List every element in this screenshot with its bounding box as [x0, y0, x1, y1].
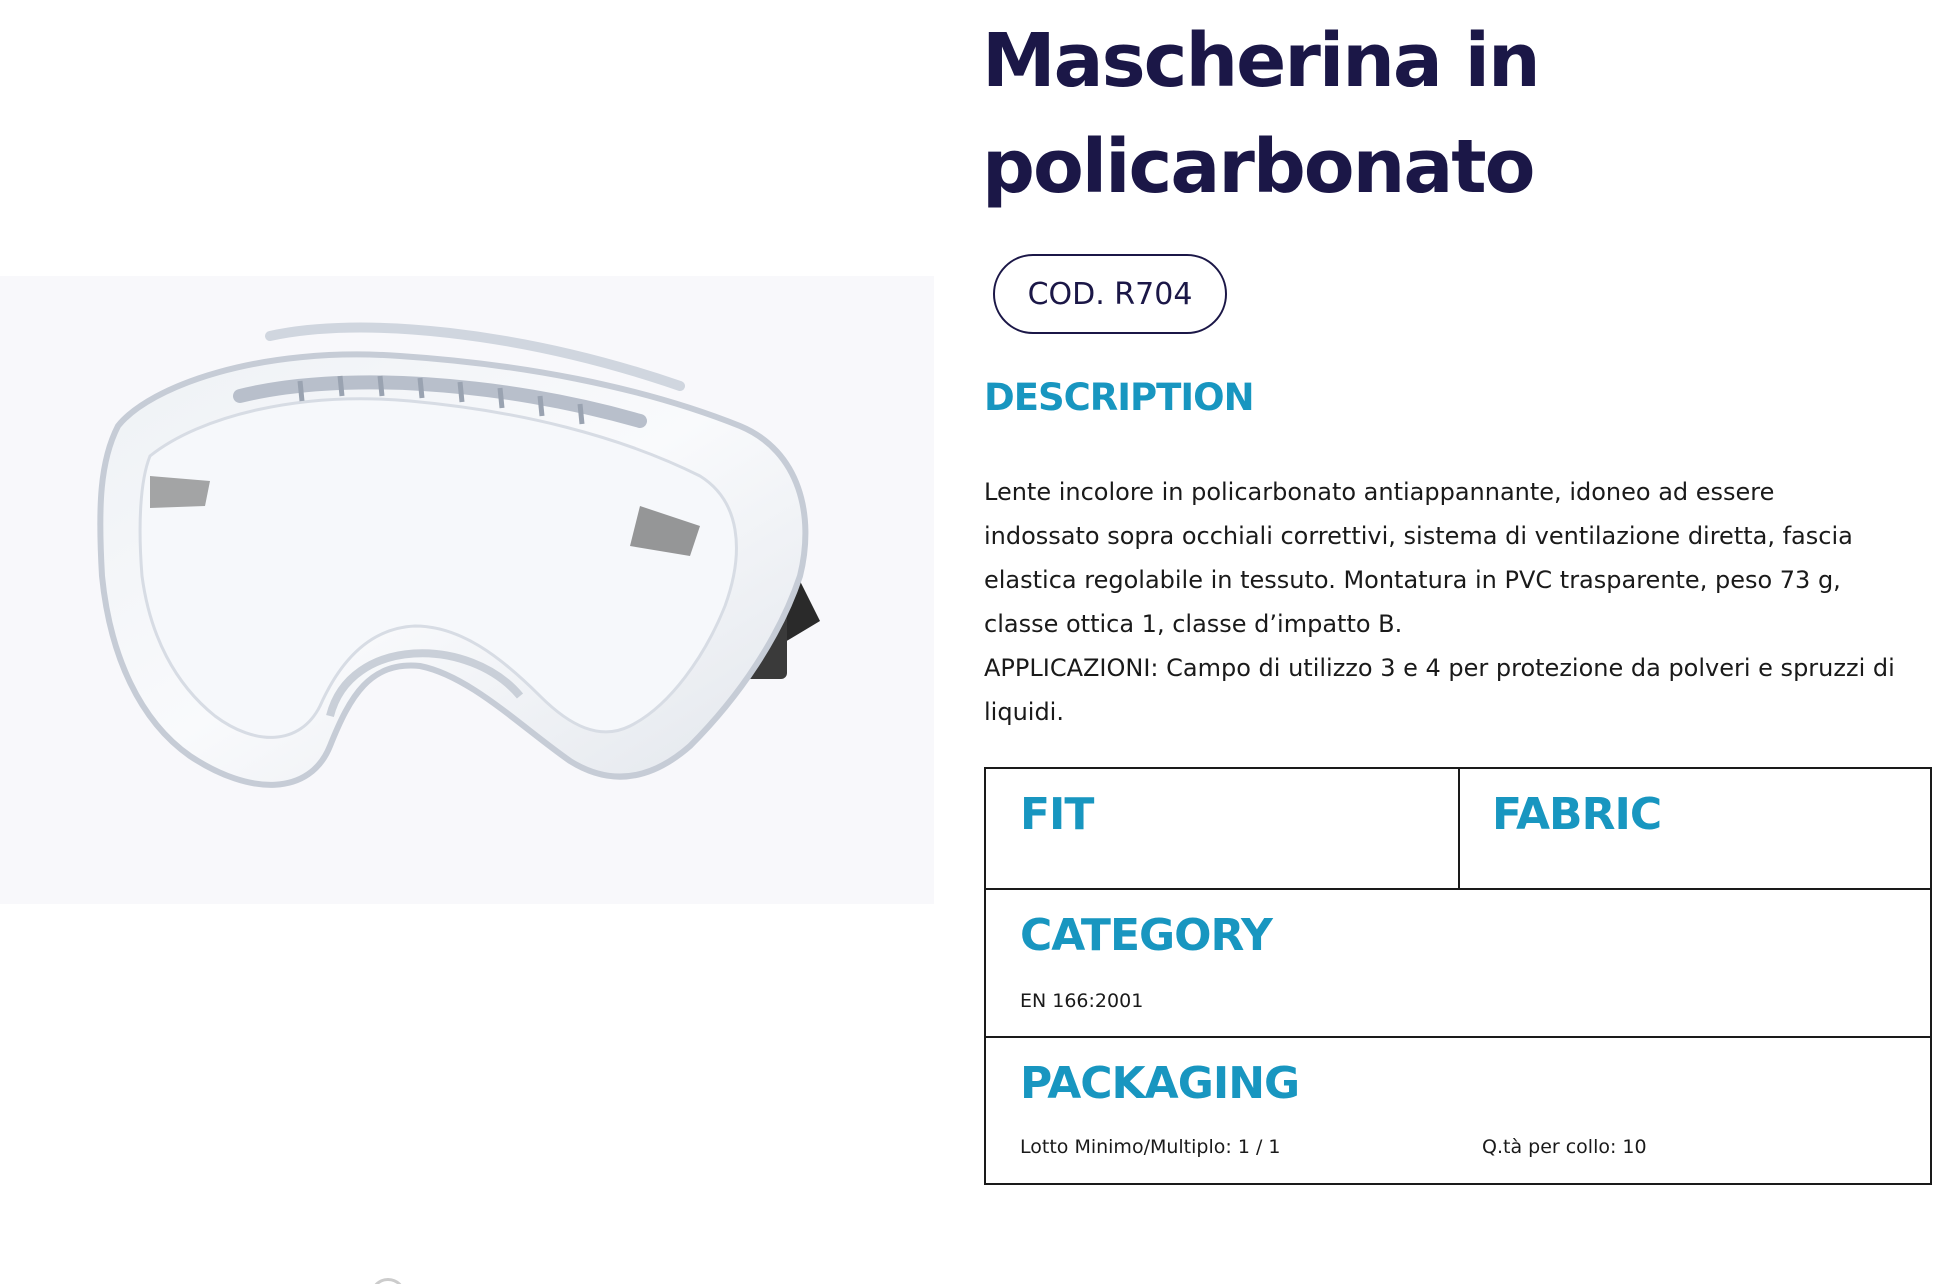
fabric-heading: FABRIC	[1492, 789, 1662, 840]
packaging-qty: Q.tà per collo: 10	[1482, 1136, 1647, 1158]
spec-row-packaging	[986, 1038, 1930, 1183]
packaging-min-lot: Lotto Minimo/Multiplo: 1 / 1	[1020, 1136, 1281, 1158]
product-code-badge: COD. R704	[993, 254, 1227, 334]
inner-strap-left	[150, 476, 210, 508]
product-title-line2: policarbonato	[982, 124, 1534, 210]
description-line: classe ottica 1, classe d’impatto B.	[984, 610, 1403, 638]
fit-heading: FIT	[1020, 789, 1094, 840]
spec-row-fit-fabric	[986, 769, 1930, 890]
description-heading: DESCRIPTION	[984, 376, 1254, 419]
cell-divider	[1458, 769, 1460, 888]
category-value: EN 166:2001	[1020, 990, 1144, 1012]
product-title-line1: Mascherina in	[982, 18, 1539, 104]
spec-row-category	[986, 890, 1930, 1038]
description-line: indossato sopra occhiali correttivi, sistema di ventilazione diretta, fascia	[984, 522, 1853, 550]
description-line: elastica regolabile in tessuto. Montatura in PVC trasparente, peso 73 g,	[984, 566, 1841, 594]
carousel-dot[interactable]	[370, 1278, 406, 1284]
product-image	[0, 276, 934, 904]
spec-table	[984, 767, 1932, 1185]
description-line: Lente incolore in policarbonato antiappannante, idoneo ad essere	[984, 478, 1775, 506]
category-heading: CATEGORY	[1020, 910, 1272, 961]
goggles-illustration	[0, 276, 934, 904]
description-line: liquidi.	[984, 698, 1064, 726]
description-line: APPLICAZIONI: Campo di utilizzo 3 e 4 per protezione da polveri e spruzzi di	[984, 654, 1895, 682]
packaging-heading: PACKAGING	[1020, 1058, 1300, 1109]
product-title	[982, 8, 1902, 220]
description-text	[984, 470, 1934, 734]
